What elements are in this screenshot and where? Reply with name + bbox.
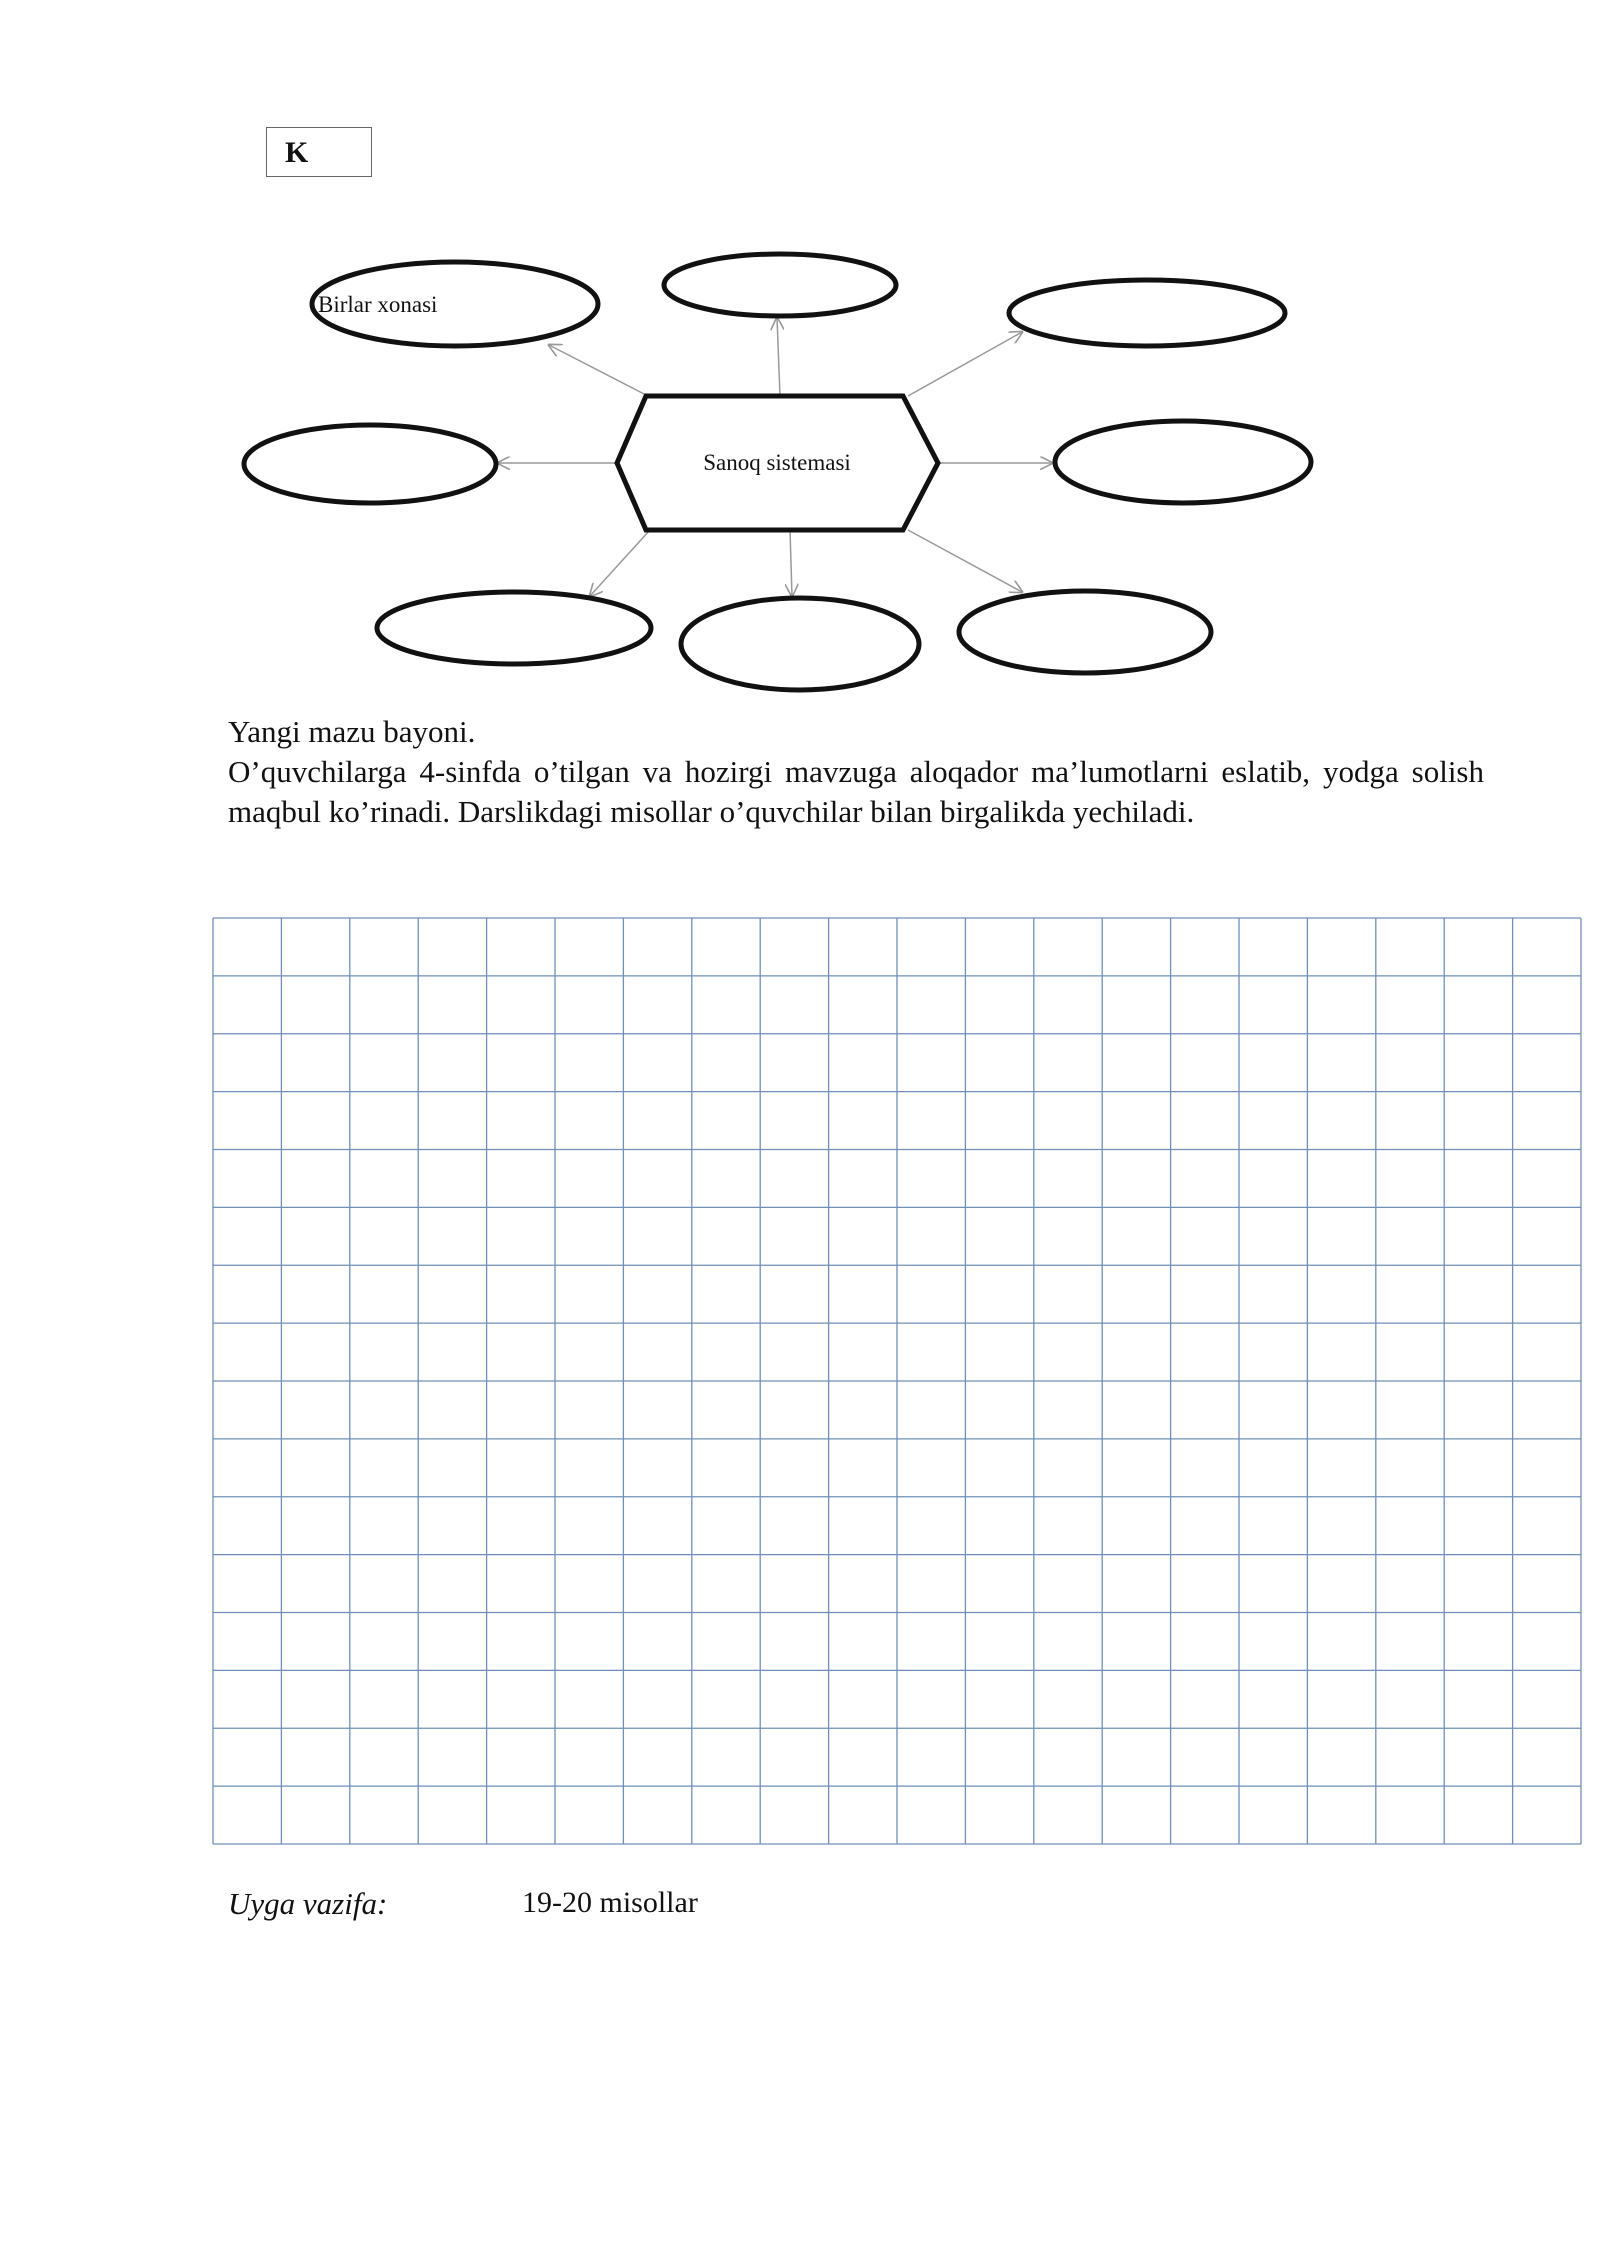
connector-arrow — [777, 318, 780, 396]
section-heading: Yangi mazu bayoni. — [228, 714, 476, 749]
connector-arrow — [908, 530, 1022, 592]
center-label: Sanoq sistemasi — [703, 450, 851, 475]
lesson-text — [228, 712, 1484, 832]
node-ellipse — [1009, 280, 1285, 346]
node-ellipse — [664, 254, 896, 316]
connector-arrow — [590, 530, 650, 596]
node-ellipse — [244, 425, 496, 503]
node-ellipse — [1055, 421, 1311, 503]
homework-value: 19-20 misollar — [522, 1886, 698, 1919]
graph-paper-grid — [212, 917, 1582, 1845]
spider-diagram — [0, 0, 1600, 720]
connector-arrow — [790, 530, 792, 596]
label-box-k: K — [266, 127, 372, 177]
node-label: Birlar xonasi — [318, 292, 438, 317]
node-ellipse — [681, 598, 919, 690]
lesson-paragraph: O’quvchilarga 4-sinfda o’tilgan va hozirgi mavzuga aloqador ma’lumotlarni eslatib, yodga solish maqbul ko’rinadi. Darslikdagi misollar o’quvchilar bilan birgalikda yechiladi. — [228, 754, 1484, 829]
homework-label: Uyga vazifa: — [228, 1886, 388, 1921]
connector-arrow — [549, 345, 648, 396]
node-ellipse — [959, 591, 1211, 673]
node-ellipse — [377, 592, 651, 664]
connector-arrow — [908, 332, 1022, 396]
